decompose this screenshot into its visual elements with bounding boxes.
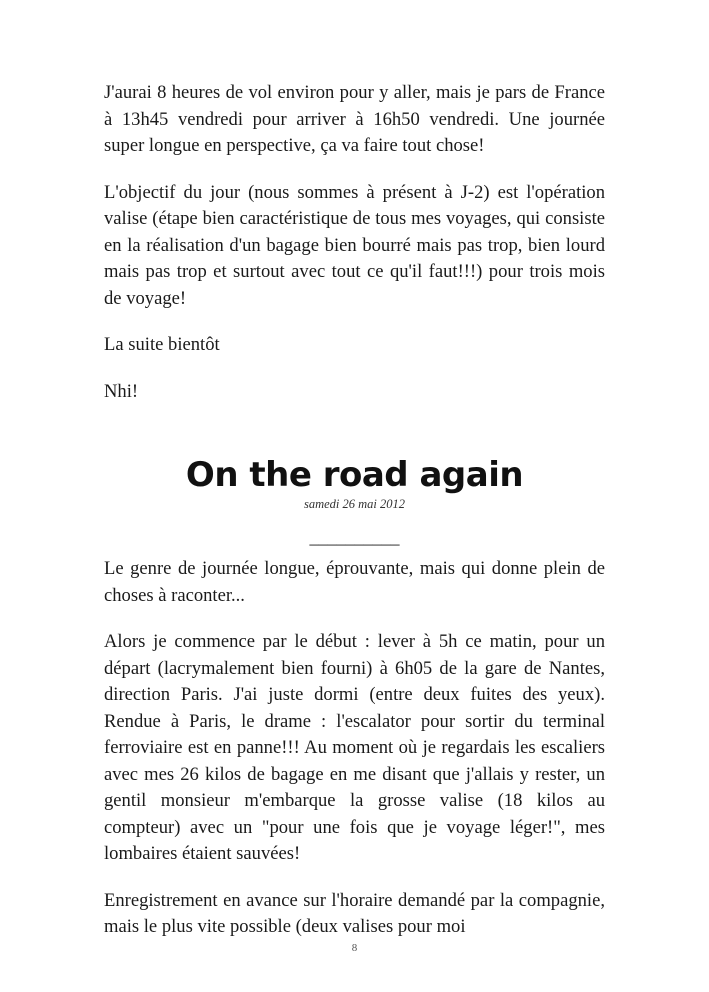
paragraph-la-suite: La suite bientôt bbox=[104, 334, 220, 355]
paragraph-flight-time: J'aurai 8 heures de vol environ pour y aller, mais je pars de France à 13h45 vendredi pour arriver à 16h50 vendredi. Une journée super longue en perspective, ça va faire tout chose! bbox=[104, 82, 605, 156]
post-title: On the road again bbox=[185, 455, 524, 495]
post-date: samedi 26 mai 2012 bbox=[303, 497, 406, 511]
paragraph-signature: Nhi! bbox=[104, 380, 139, 402]
paragraph-checkin: Enregistrement en avance sur l'horaire demandé par la compagnie, mais le plus vite possible (deux valises pour moi bbox=[104, 889, 605, 937]
paragraph-journey: Alors je commence par le début : lever à 5h ce matin, pour un départ (lacrymalement bien fourni) à 6h05 de la gare de Nantes, direction Paris. J'ai juste dormi (entre deux fuites des yeux). Rendue à Paris, le drame : l'escalator pour sortir du terminal ferroviaire est en panne!!! Au moment où je regardais les escaliers avec mes 26 kilos de bagage en me disant que j'allais y rester, un gentil monsieur m'embarque la grosse valise (18 kilos au compteur) avec un "pour une fois que je voyage léger!", mes lombaires étaient sauvées! bbox=[104, 631, 605, 864]
paragraph-intro: Le genre de journée longue, éprouvante, mais qui donne plein de choses à raconter... bbox=[104, 558, 605, 606]
document-page bbox=[104, 80, 605, 941]
page-number: 8 bbox=[351, 942, 358, 954]
title-separator: __________ bbox=[309, 527, 400, 547]
paragraph-suitcase: L'objectif du jour (nous sommes à présent à J-2) est l'opération valise (étape bien caractéristique de tous mes voyages, qui consiste en la réalisation d'un bagage bien bourré mais pas trop, bien lourd mais pas trop et surtout avec tout ce qu'il faut!!!) pour trois mois de voyage! bbox=[104, 181, 605, 309]
